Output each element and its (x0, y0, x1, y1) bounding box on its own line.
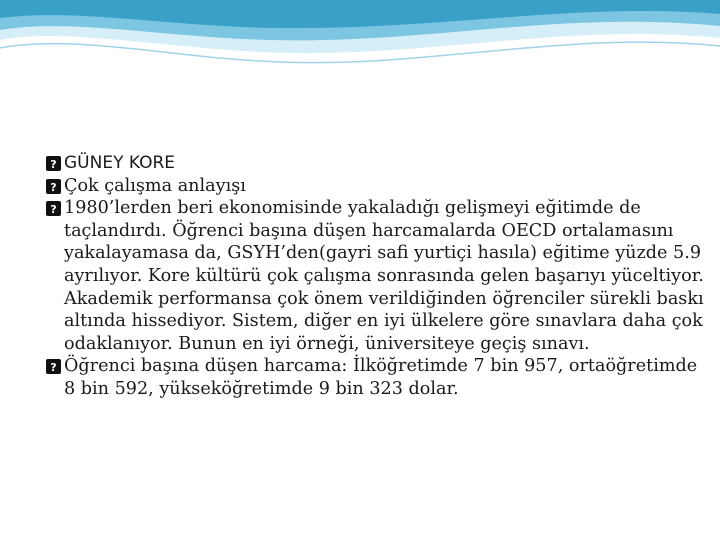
bullet-text: Çok çalışma anlayışı (64, 175, 246, 196)
bullet-item (46, 355, 706, 400)
slide-body (46, 152, 706, 401)
bullet-glyph-icon (46, 201, 61, 216)
bullet-glyph-icon (46, 179, 61, 194)
bullet-glyph-icon (46, 359, 61, 374)
bullet-item (46, 152, 706, 175)
bullet-item (46, 175, 706, 198)
bullet-glyph-icon (46, 156, 61, 171)
bullet-text: GÜNEY KORE (64, 153, 176, 173)
bullet-text: Öğrenci başına düşen harcama: İlköğretimde 7 bin 957, ortaöğretimde 8 bin 592, yükseköğretimde 9 bin 323 dolar. (64, 356, 698, 399)
bullet-text: 1980’lerden beri ekonomisinde yakaladığı gelişmeyi eğitimde de taçlandırdı. Öğrenci başına düşen harcamalarda OECD ortalamasını yakalayamasa da, GSYH’den(gayri safi yurtiçi hasıla) eğitime yüzde 5.9 ayrılıyor. Kore kültürü çok çalışma sonrasında gelen başarıyı yüceltiyor. Akademik performansa çok önem verildiğinden öğrenciler sürekli baskı altında hissediyor. Sistem, diğer en iyi ülkelere göre sınavlara daha çok odaklanıyor. Bunun en iyi örneği, üniversiteye geçiş sınavı. (64, 198, 704, 354)
header-wave-decoration (0, 0, 720, 90)
bullet-item (46, 197, 706, 355)
